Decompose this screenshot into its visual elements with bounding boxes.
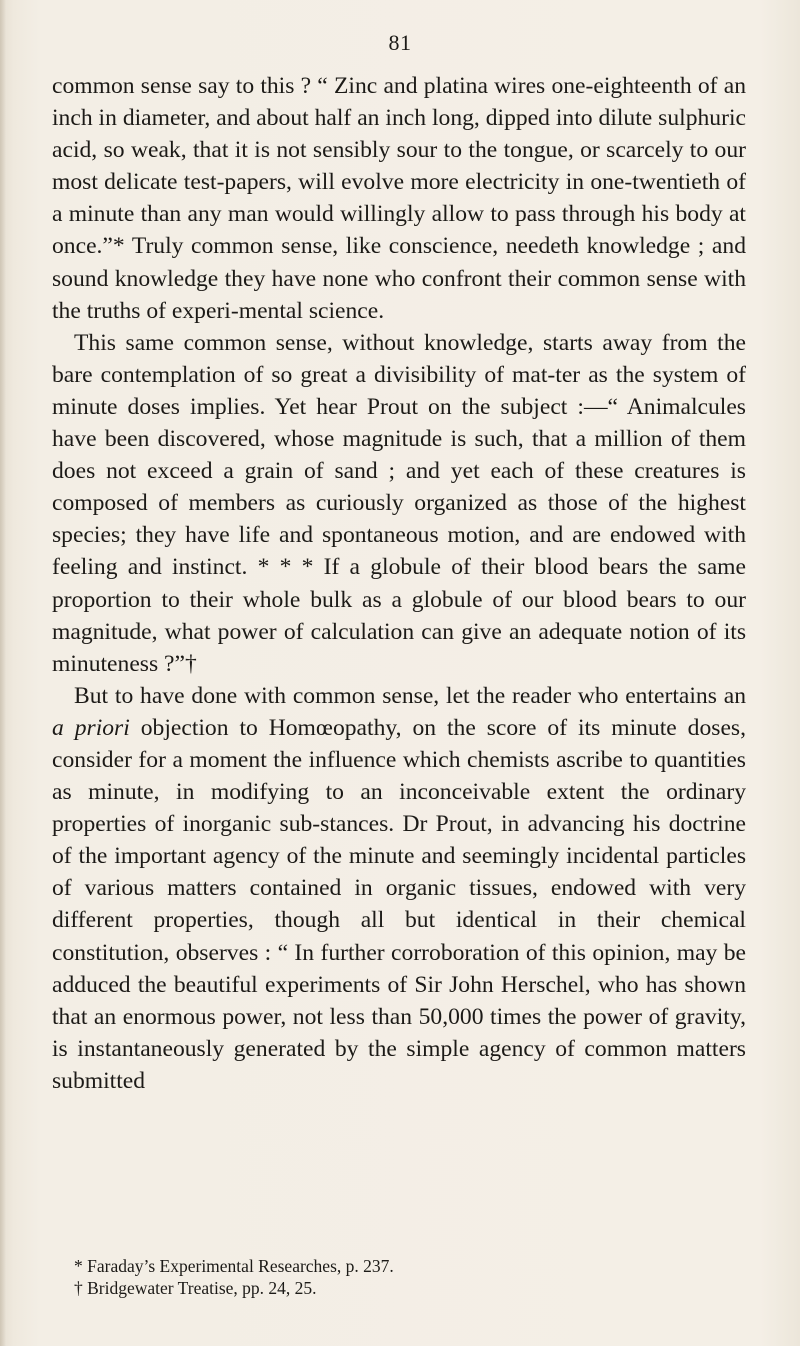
paragraph-a-priori-objection	[52, 680, 746, 1097]
paragraph-continued: common sense say to this ? “ Zinc and platina wires one-eighteenth of an inch in diameter, and about half an inch long, dipped into dilute sulphuric acid, so weak, that it is not sensibly sour to the tongue, or scarcely to our most delicate test-papers, will evolve more electricity in one-twentieth of a minute than any man would willingly allow to pass through his body at once.”* Truly common sense, like conscience, needeth knowledge ; and sound knowledge they have none who confront their common sense with the truths of experi-mental science.	[52, 73, 746, 324]
paragraph-text-before: But to have done with common sense, let the reader who entertains an	[74, 682, 746, 709]
body-text	[52, 70, 746, 1097]
paragraph-text-after: objection to Homœopathy, on the score of its minute doses, consider for a moment the influence which chemists ascribe to quantities as minute, in modifying to an inconceivable extent the ordinary properties of inorganic sub-stances. Dr Prout, in advancing his doctrine of the important agency of the minute and seemingly incidental particles of various matters contained in organic tissues, endowed with very different properties, though all but identical in their chemical constitution, observes : “ In further corroboration of this opinion, may be adduced the beautiful experiments of Sir John Herschel, who has shown that an enormous power, not less than 50,000 times the power of gravity, is instantaneously generated by the simple agency of common matters submitted	[52, 714, 746, 1094]
footnote-bridgewater: † Bridgewater Treatise, pp. 24, 25.	[74, 1278, 317, 1298]
emphasis-a-priori: a priori	[52, 714, 130, 741]
page-spine-shadow	[0, 0, 6, 1346]
footnotes	[52, 1255, 746, 1299]
footnote-faraday: * Faraday’s Experimental Researches, p. 237.	[74, 1256, 394, 1276]
paragraph-prout-animalcules: This same common sense, without knowledge, starts away from the bare contemplation of so great a divisibility of mat-ter as the system of minute doses implies. Yet hear Prout on the subject :—“ Animalcules have been discovered, whose magnitude is such, that a million of them does not exceed a grain of sand ; and yet each of these creatures is composed of members as curiously organized as those of the highest species; they have life and spontaneous motion, and are endowed with feeling and instinct. * * * If a globule of their blood bears the same proportion to their whole bulk as a globule of our blood bears to our magnitude, what power of calculation can give an adequate notion of its minuteness ?”†	[52, 329, 746, 677]
page-number: 81	[388, 30, 412, 55]
